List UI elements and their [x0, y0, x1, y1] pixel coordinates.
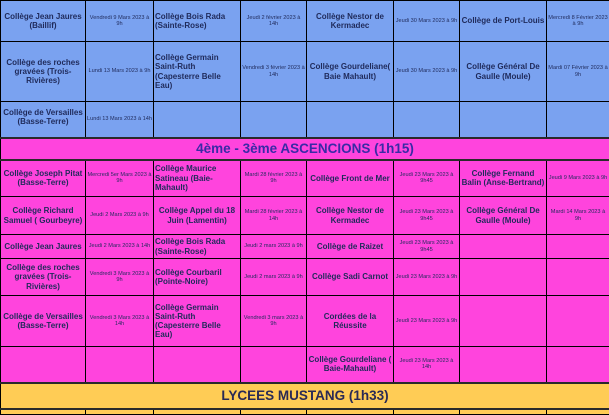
section-header-row [1, 138, 609, 160]
session-date: Jeudi 30 Mars 2023 à 9h [394, 1, 460, 42]
school-name: Collège Front de Mer [307, 160, 394, 197]
empty-cell [394, 409, 460, 415]
school-name [460, 347, 547, 383]
empty-cell [241, 409, 307, 415]
school-name: Collège Fernand Balin (Anse-Bertrand) [460, 160, 547, 197]
school-name [460, 235, 547, 259]
school-name: Collège Bois Rada (Sainte-Rose) [154, 235, 241, 259]
empty-cell [460, 409, 547, 415]
session-date: Vendredi 3 février 2023 à 14h [241, 42, 307, 102]
school-name [460, 296, 547, 347]
session-date: Jeudi 2 Mars 2023 à 9h [86, 197, 154, 235]
section-header-row [1, 383, 609, 409]
school-name [154, 347, 241, 383]
school-name [307, 102, 394, 138]
school-name [154, 102, 241, 138]
school-name: Cordées de la Réussite [307, 296, 394, 347]
school-name: Collège Germain Saint-Ruth (Capesterre Belle Eau) [154, 296, 241, 347]
session-date: Vendredi 3 Mars 2023 à 9h [86, 259, 154, 296]
school-name: Collège Richard Samuel ( Gourbeyre) [1, 197, 86, 235]
session-date: Jeudi 23 Mars 2023 à 9h45 [394, 160, 460, 197]
school-name: Collège Général De Gaulle (Moule) [460, 42, 547, 102]
school-name: Collège Germain Saint-Ruth (Capesterre Belle Eau) [154, 42, 241, 102]
session-date: Vendredi 3 Mars 2023 à 14h [86, 296, 154, 347]
session-date [547, 347, 609, 383]
session-date: Jeudi 2 mars 2023 à 9h [241, 259, 307, 296]
section-title: LYCEES MUSTANG (1h33) [1, 383, 609, 409]
school-name-text: Collège de Versailles (Basse-Terre) [2, 108, 84, 126]
session-date: Vendredi 9 Mars 2023 à 9h [86, 1, 154, 42]
school-name [460, 259, 547, 296]
school-name: Collège Sadi Carnot [307, 259, 394, 296]
school-name: Collège Maurice Satineau (Baie-Mahault) [154, 160, 241, 197]
empty-cell [1, 409, 86, 415]
table-row [1, 102, 609, 138]
table-row [1, 409, 609, 415]
school-name: Collège Bois Rada (Sainte-Rose) [154, 1, 241, 42]
session-date: Jeudi 23 Mars 2023 à 9h [394, 296, 460, 347]
school-name: Collège de Port-Louis [460, 1, 547, 42]
session-date: Jeudi 9 Mars 2023 à 9h [547, 160, 609, 197]
school-name [1, 102, 86, 138]
session-date: Mercredi 5er Mars 2023 à 9h [86, 160, 154, 197]
session-date [394, 102, 460, 138]
school-name: Collège des roches gravées (Trois-Rivières) [1, 42, 86, 102]
session-date: Mardi 07 Février 2023 à 9h [547, 42, 609, 102]
school-name: Collège de Versailles (Basse-Terre) [1, 296, 86, 347]
session-date: Jeudi 23 Mars 2023 à 9h45 [394, 197, 460, 235]
session-date [86, 347, 154, 383]
session-date: Mardi 28 février 2023 à 14h [241, 197, 307, 235]
session-date: Vendredi 3 mars 2023 à 9h [241, 296, 307, 347]
school-name: Collège Jean Jaures (Baillif) [1, 1, 86, 42]
school-name [1, 347, 86, 383]
school-name: Collège Gourdeliane ( Baie-Mahault) [307, 347, 394, 383]
session-date [547, 296, 609, 347]
session-date: Jeudi 23 Mars 2023 à 9h45 [394, 235, 460, 259]
session-date [241, 102, 307, 138]
session-date [547, 259, 609, 296]
session-date: Lundi 13 Mars 2023 à 14h [86, 102, 154, 138]
table-row [1, 197, 609, 235]
session-date: Jeudi 23 Mars 2023 à 9h [394, 259, 460, 296]
session-date [241, 347, 307, 383]
school-name: Collège Général De Gaulle (Moule) [460, 197, 547, 235]
table-row [1, 160, 609, 197]
empty-cell [86, 409, 154, 415]
school-name: Collège Nestor de Kermadec [307, 1, 394, 42]
session-date: Jeudi 30 Mars 2023 à 9h [394, 42, 460, 102]
table-row [1, 235, 609, 259]
session-date: Jeudi 2 Mars 2023 à 14h [86, 235, 154, 259]
section-title: 4ème - 3ème ASCENCIONS (1h15) [1, 138, 609, 160]
session-date: Lundi 13 Mars 2023 à 9h [86, 42, 154, 102]
school-name: Collège Joseph Pitat (Basse-Terre) [1, 160, 86, 197]
table-row [1, 259, 609, 296]
session-date: Jeudi 23 Mars 2023 à 14h [394, 347, 460, 383]
table-row [1, 347, 609, 383]
school-name: Collège Gourdeliane( Baie Mahault) [307, 42, 394, 102]
table-row [1, 296, 609, 347]
school-name: Collège Jean Jaures [1, 235, 86, 259]
session-date [547, 235, 609, 259]
table-row [1, 1, 609, 42]
school-name: Collège des roches gravées (Trois-Rivières) [1, 259, 86, 296]
session-date [547, 102, 609, 138]
session-date: Mardi 14 Mars 2023 à 9h [547, 197, 609, 235]
session-date: Jeudi 2 mars 2023 à 9h [241, 235, 307, 259]
session-date: Mercredi 8 Février 2023 à 9h [547, 1, 609, 42]
empty-cell [307, 409, 394, 415]
school-name: Collège Appel du 18 Juin (Lamentin) [154, 197, 241, 235]
school-name: Collège de Raizet [307, 235, 394, 259]
school-name: Collège Courbaril (Pointe-Noire) [154, 259, 241, 296]
empty-cell [154, 409, 241, 415]
empty-cell [547, 409, 609, 415]
school-name: Collège Nestor de Kermadec [307, 197, 394, 235]
session-date: Mardi 28 février 2023 à 9h [241, 160, 307, 197]
table-row [1, 42, 609, 102]
school-name [460, 102, 547, 138]
session-date: Jeudi 2 février 2023 à 14h [241, 1, 307, 42]
